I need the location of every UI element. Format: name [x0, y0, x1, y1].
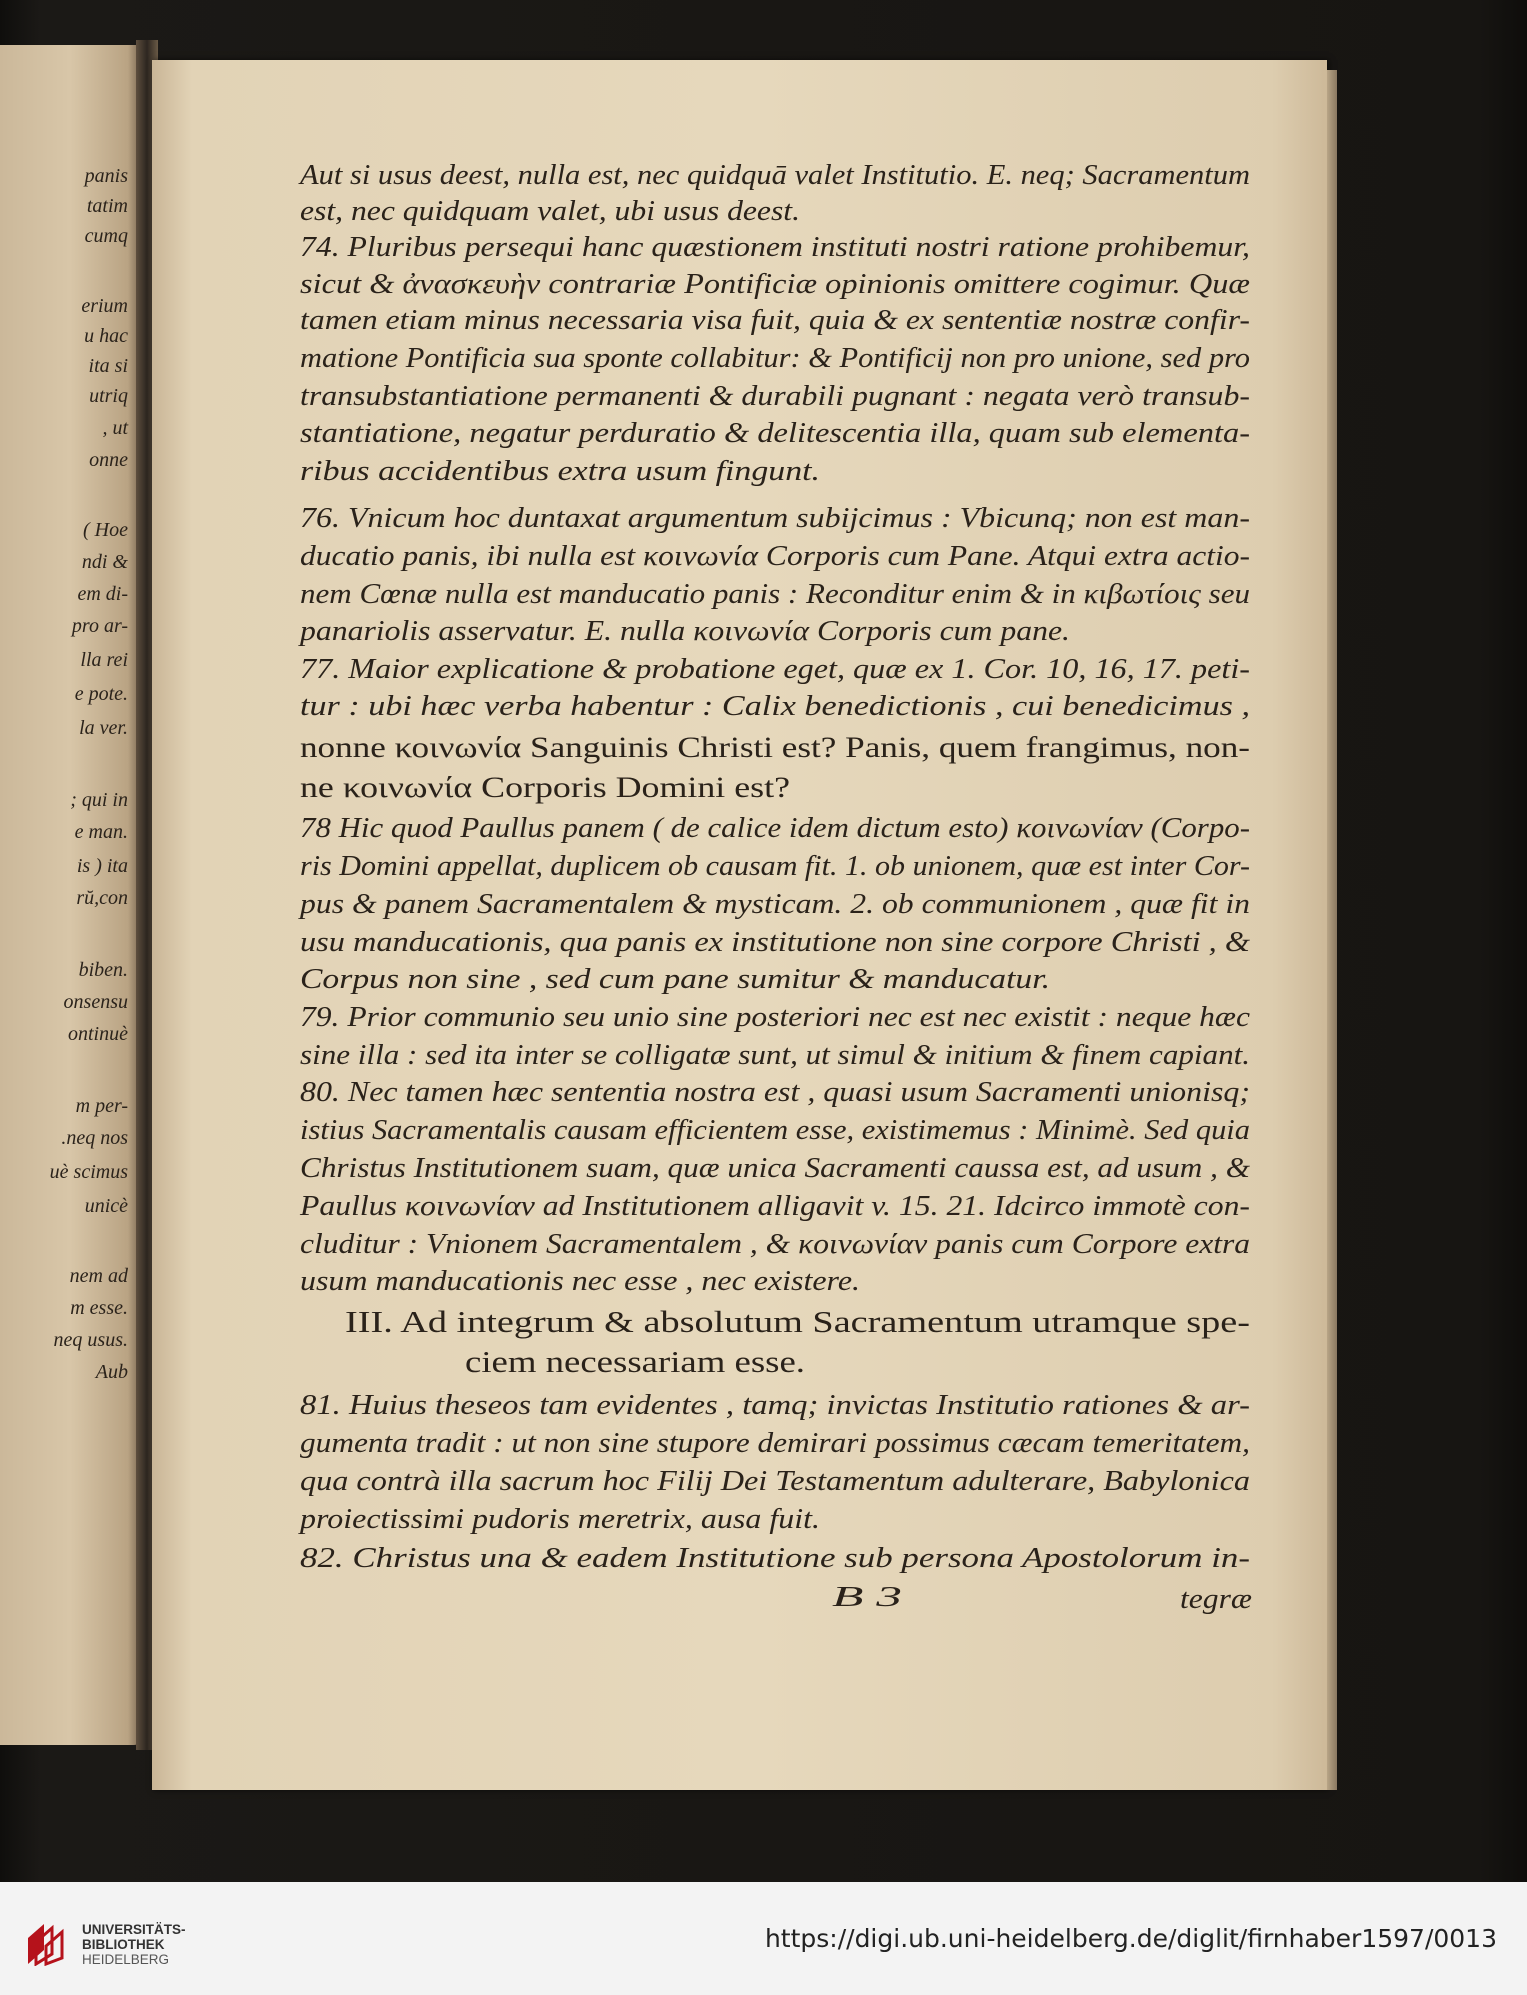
text-line: tur : ubi hæc verba habentur : Calix benedictionis , cui benedicimus ,	[300, 691, 1250, 722]
left-page-fragment-line: u hac	[84, 325, 128, 347]
left-page-fragment-line: ita si	[88, 355, 128, 377]
text-line: pus & panem Sacramentalem & mysticam. 2. ob communionem , quæ fit in	[300, 889, 1250, 920]
text-line: gumenta tradit : ut non sine stupore demirari possimus cæcam temeritatem,	[300, 1428, 1250, 1459]
left-page-fragment-line: onsensu	[63, 991, 128, 1013]
left-page-fragment-line: m per-	[75, 1095, 128, 1117]
text-line: B 3	[832, 1582, 902, 1613]
logo-line-3: HEIDELBERG	[82, 1952, 170, 1967]
library-logo-icon	[22, 1916, 68, 1966]
left-page-fragment-line: m esse.	[70, 1297, 128, 1319]
text-line: ribus accidentibus extra usum fingunt.	[300, 456, 820, 487]
left-page-fragment-line: ; qui in	[70, 789, 128, 811]
left-page-fragment-line: ontinuè	[68, 1023, 128, 1045]
text-line: sine illa : sed ita inter se colligatæ sunt, ut simul & initium & finem capiant.	[300, 1040, 1250, 1071]
text-line: tegræ	[1180, 1584, 1252, 1615]
left-page-fragment-line: pro ar-	[71, 615, 128, 637]
text-line: 82. Christus una & eadem Institutione sub persona Apostolorum in-	[300, 1543, 1250, 1574]
text-line: III. Ad integrum & absolutum Sacramentum utramque spe-	[345, 1304, 1250, 1339]
text-line: Paullus κοινωνίαν ad Institutionem alligavit v. 15. 21. Idcirco immotè con-	[300, 1191, 1250, 1222]
text-line: proiectissimi pudoris meretrix, ausa fuit.	[300, 1504, 820, 1535]
left-page-fragment-line: lla rei	[80, 649, 128, 671]
viewer-footer	[0, 1882, 1527, 1995]
text-line: usum manducationis nec esse , nec existere.	[300, 1266, 860, 1297]
text-line: 78 Hic quod Paullus panem ( de calice idem dictum esto) κοινωνίαν (Corpo-	[300, 813, 1250, 844]
left-page-fragment-line: la ver.	[79, 717, 128, 739]
left-page-fragment-line: Aub	[95, 1361, 128, 1383]
left-page-fragment-line: e man.	[74, 821, 128, 843]
text-line: qua contrà illa sacrum hoc Filij Dei Testamentum adulterare, Babylonica	[300, 1466, 1250, 1497]
left-page-fragment	[0, 45, 140, 1745]
text-line: 77. Maior explicatione & probatione eget, quæ ex 1. Cor. 10, 16, 17. peti-	[300, 654, 1250, 685]
text-line: ducatio panis, ibi nulla est κοινωνία Corporis cum Pane. Atqui extra actio-	[300, 541, 1250, 572]
left-page-fragment-line: e pote.	[74, 683, 128, 705]
left-page-fragment-line: neq usus.	[53, 1329, 128, 1351]
text-line: ciem necessariam esse.	[465, 1344, 805, 1379]
left-page-fragment-line: cumq	[84, 225, 128, 247]
text-line: Aut si usus deest, nulla est, nec quidquā valet Institutio. E. neq; Sacramentum	[300, 160, 1250, 191]
text-line: transubstantiatione permanenti & durabili pugnant : negata verò transub-	[300, 381, 1250, 412]
logo-line-2: BIBLIOTHEK	[82, 1937, 165, 1952]
text-line: stantiatione, negatur perduratio & delitescentia illa, quam sub elementa-	[300, 418, 1250, 449]
page-url[interactable]: https://digi.ub.uni-heidelberg.de/diglit/firnhaber1597/0013	[764, 1924, 1497, 1953]
text-line: Corpus non sine , sed cum pane sumitur & manducatur.	[300, 964, 1050, 995]
text-line: 76. Vnicum hoc duntaxat argumentum subijcimus : Vbicunq; non est man-	[300, 503, 1250, 534]
text-line: Christus Institutionem suam, quæ unica Sacramenti caussa est, ad usum , &	[300, 1153, 1250, 1184]
logo-line-1: UNIVERSITÄTS-	[82, 1922, 186, 1937]
left-page-fragment-line: biben.	[78, 959, 128, 981]
left-page-fragment-line: nem ad	[69, 1265, 128, 1287]
left-page-fragment-line: em di-	[77, 583, 128, 605]
text-line: cluditur : Vnionem Sacramentalem , & κοινωνίαν panis cum Corpore extra	[300, 1229, 1250, 1260]
text-line: 74. Pluribus persequi hanc quæstionem instituti nostri ratione prohibemur,	[300, 232, 1250, 263]
left-page-fragment-line: .neq nos	[61, 1127, 128, 1149]
left-page-fragment-line: , ut	[102, 417, 128, 439]
left-page-fragment-line: ( Hoe	[83, 519, 128, 541]
text-line: 79. Prior communio seu unio sine posteriori nec est nec existit : neque hæc	[300, 1002, 1250, 1033]
text-line: panariolis asservatur. E. nulla κοινωνία Corporis cum pane.	[300, 616, 1070, 647]
left-page-fragment-line: unicè	[84, 1195, 128, 1217]
text-line: est, nec quidquam valet, ubi usus deest.	[300, 196, 800, 227]
text-line: tamen etiam minus necessaria visa fuit, quia & ex sententiæ nostræ confir-	[300, 305, 1250, 336]
left-page-fragment-line: panis	[84, 165, 128, 187]
text-line: nem Cœnæ nulla est manducatio panis : Reconditur enim & in κιβωτίοις seu	[300, 579, 1250, 610]
page-edge	[1327, 70, 1337, 1790]
text-line: 80. Nec tamen hæc sententia nostra est , quasi usum Sacramenti unionisq;	[300, 1077, 1250, 1108]
text-line: ris Domini appellat, duplicem ob causam fit. 1. ob unionem, quæ est inter Cor-	[300, 851, 1250, 882]
left-page-fragment-line: onne	[89, 449, 128, 471]
left-page-fragment-line: rŭ,con	[76, 887, 128, 909]
left-page-fragment-line: ndi &	[81, 551, 128, 573]
text-line: 81. Huius theseos tam evidentes , tamq; invictas Institutio rationes & ar-	[300, 1390, 1250, 1421]
left-page-fragment-line: tatim	[86, 195, 128, 217]
text-line: matione Pontificia sua sponte collabitur: & Pontificij non pro unione, sed pro	[300, 343, 1250, 374]
text-line: nonne κοινωνία Sanguinis Christi est? Panis, quem frangimus, non-	[300, 731, 1250, 764]
left-page-fragment-line: uè scimus	[49, 1161, 128, 1183]
text-line: istius Sacramentalis causam efficientem esse, existimemus : Minimè. Sed quia	[300, 1115, 1250, 1146]
left-page-fragment-line: erium	[81, 295, 128, 317]
library-logo-text	[82, 1922, 186, 1967]
left-page-fragment-line: utriq	[89, 385, 128, 407]
left-page-fragment-line: is ) ita	[76, 855, 128, 877]
text-line: usu manducationis, qua panis ex institutione non sine corpore Christi , &	[300, 927, 1250, 958]
text-line: sicut & ἀνασκευὴν contrariæ Pontificiæ opinionis omittere cogimur. Quæ	[300, 269, 1250, 300]
text-line: ne κοινωνία Corporis Domini est?	[300, 771, 790, 804]
